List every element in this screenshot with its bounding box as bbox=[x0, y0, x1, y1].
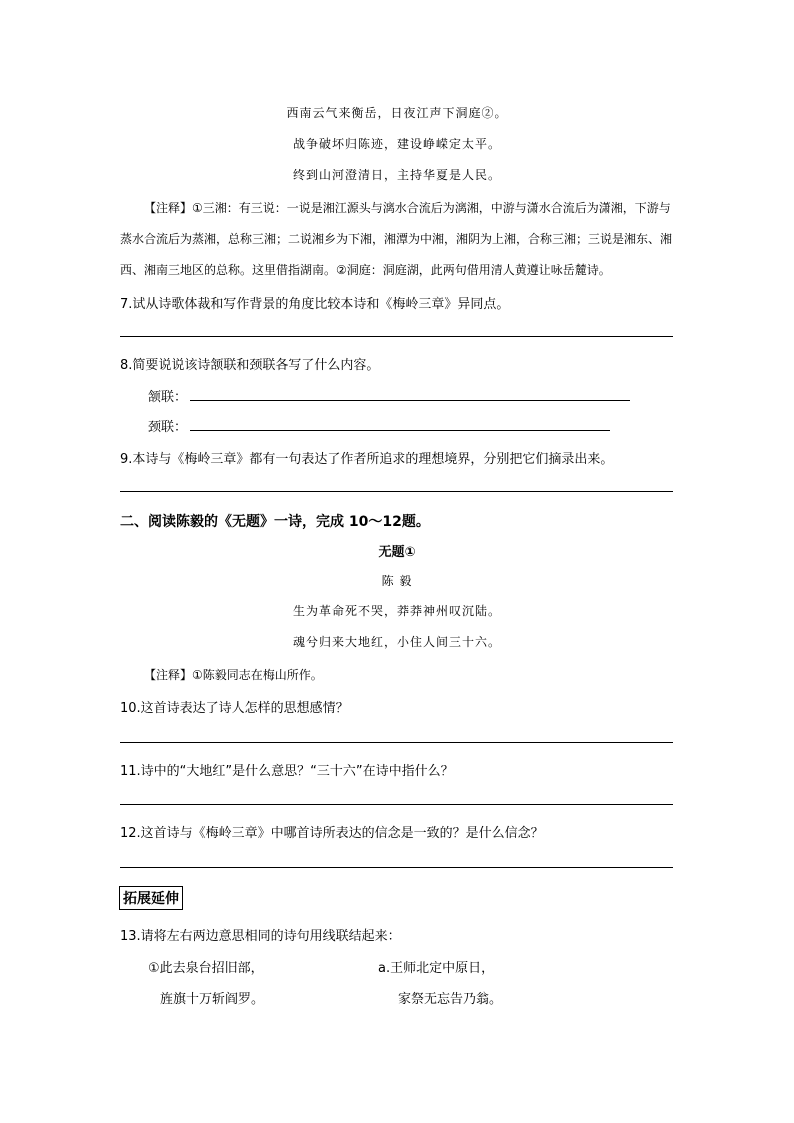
note2: 【注释】①陈毅同志在梅山所作。 bbox=[144, 668, 323, 682]
answer-line-12[interactable] bbox=[120, 867, 673, 868]
poem2-line-1: 生为革命死不哭，莽莽神州叹沉陆。 bbox=[292, 604, 501, 618]
poem2-author: 陈 毅 bbox=[381, 574, 413, 588]
answer-line-9[interactable] bbox=[120, 491, 673, 492]
section-2-heading: 二、阅读陈毅的《无题》一诗，完成 10～12题。 bbox=[120, 514, 430, 530]
note1-line-3: 西、湘南三地区的总称。这里借指湖南。②洞庭：洞庭湖，此两句借用清人黄遵让咏岳麓诗。 bbox=[120, 263, 611, 277]
answer-line-10[interactable] bbox=[120, 742, 673, 743]
question-10: 10.这首诗表达了诗人怎样的思想感情？ bbox=[120, 701, 349, 716]
match-right-line-1[interactable]: a.王师北定中原日， bbox=[378, 961, 495, 976]
match-left-line-1[interactable]: ①此去泉台招旧部， bbox=[148, 961, 264, 976]
poem1-line-1: 西南云气来衡岳，日夜江声下洞庭②。 bbox=[286, 106, 508, 120]
question-12: 12.这首诗与《梅岭三章》中哪首诗所表达的信念是一致的？是什么信念？ bbox=[120, 826, 544, 841]
answer-line-hanlian[interactable] bbox=[190, 400, 630, 401]
poem2-title: 无题① bbox=[378, 545, 416, 560]
question-8: 8.简要说说该诗颔联和颈联各写了什么内容。 bbox=[120, 358, 380, 373]
question-11: 11.诗中的“大地红”是什么意思？“三十六”在诗中指什么？ bbox=[120, 764, 454, 779]
poem2-line-2: 魂兮归来大地红，小住人间三十六。 bbox=[292, 635, 501, 649]
jinglian-label: 颈联： bbox=[148, 420, 188, 435]
answer-line-jinglian[interactable] bbox=[190, 430, 610, 431]
answer-line-7[interactable] bbox=[120, 336, 673, 337]
question-13: 13.请将左右两边意思相同的诗句用线联结起来： bbox=[120, 929, 401, 944]
extension-label: 拓展延伸 bbox=[119, 886, 183, 910]
question-9: 9.本诗与《梅岭三章》都有一句表达了作者所追求的理想境界，分别把它们摘录出来。 bbox=[120, 452, 614, 467]
hanlian-label: 颔联： bbox=[148, 390, 188, 405]
match-right-line-2: 家祭无忘告乃翁。 bbox=[398, 992, 503, 1007]
answer-line-11[interactable] bbox=[120, 804, 673, 805]
note1-line-2: 蒸水合流后为蒸湘，总称三湘；二说湘乡为下湘，湘潭为中湘，湘阴为上湘，合称三湘；三说是湘东、湘 bbox=[120, 232, 673, 246]
match-left-line-2: 旌旗十万斩阎罗。 bbox=[160, 992, 265, 1007]
poem1-line-3: 终到山河澄清日，主持华夏是人民。 bbox=[292, 168, 501, 182]
question-7: 7.试从诗歌体裁和写作背景的角度比较本诗和《梅岭三章》异同点。 bbox=[120, 297, 510, 312]
note1-line-1: 【注释】①三湘：有三说：一说是湘江源头与漓水合流后为漓湘，中游与潇水合流后为潇湘，下游与 bbox=[144, 201, 671, 215]
poem1-line-2: 战争破坏归陈迹，建设峥嵘定太平。 bbox=[292, 137, 501, 151]
